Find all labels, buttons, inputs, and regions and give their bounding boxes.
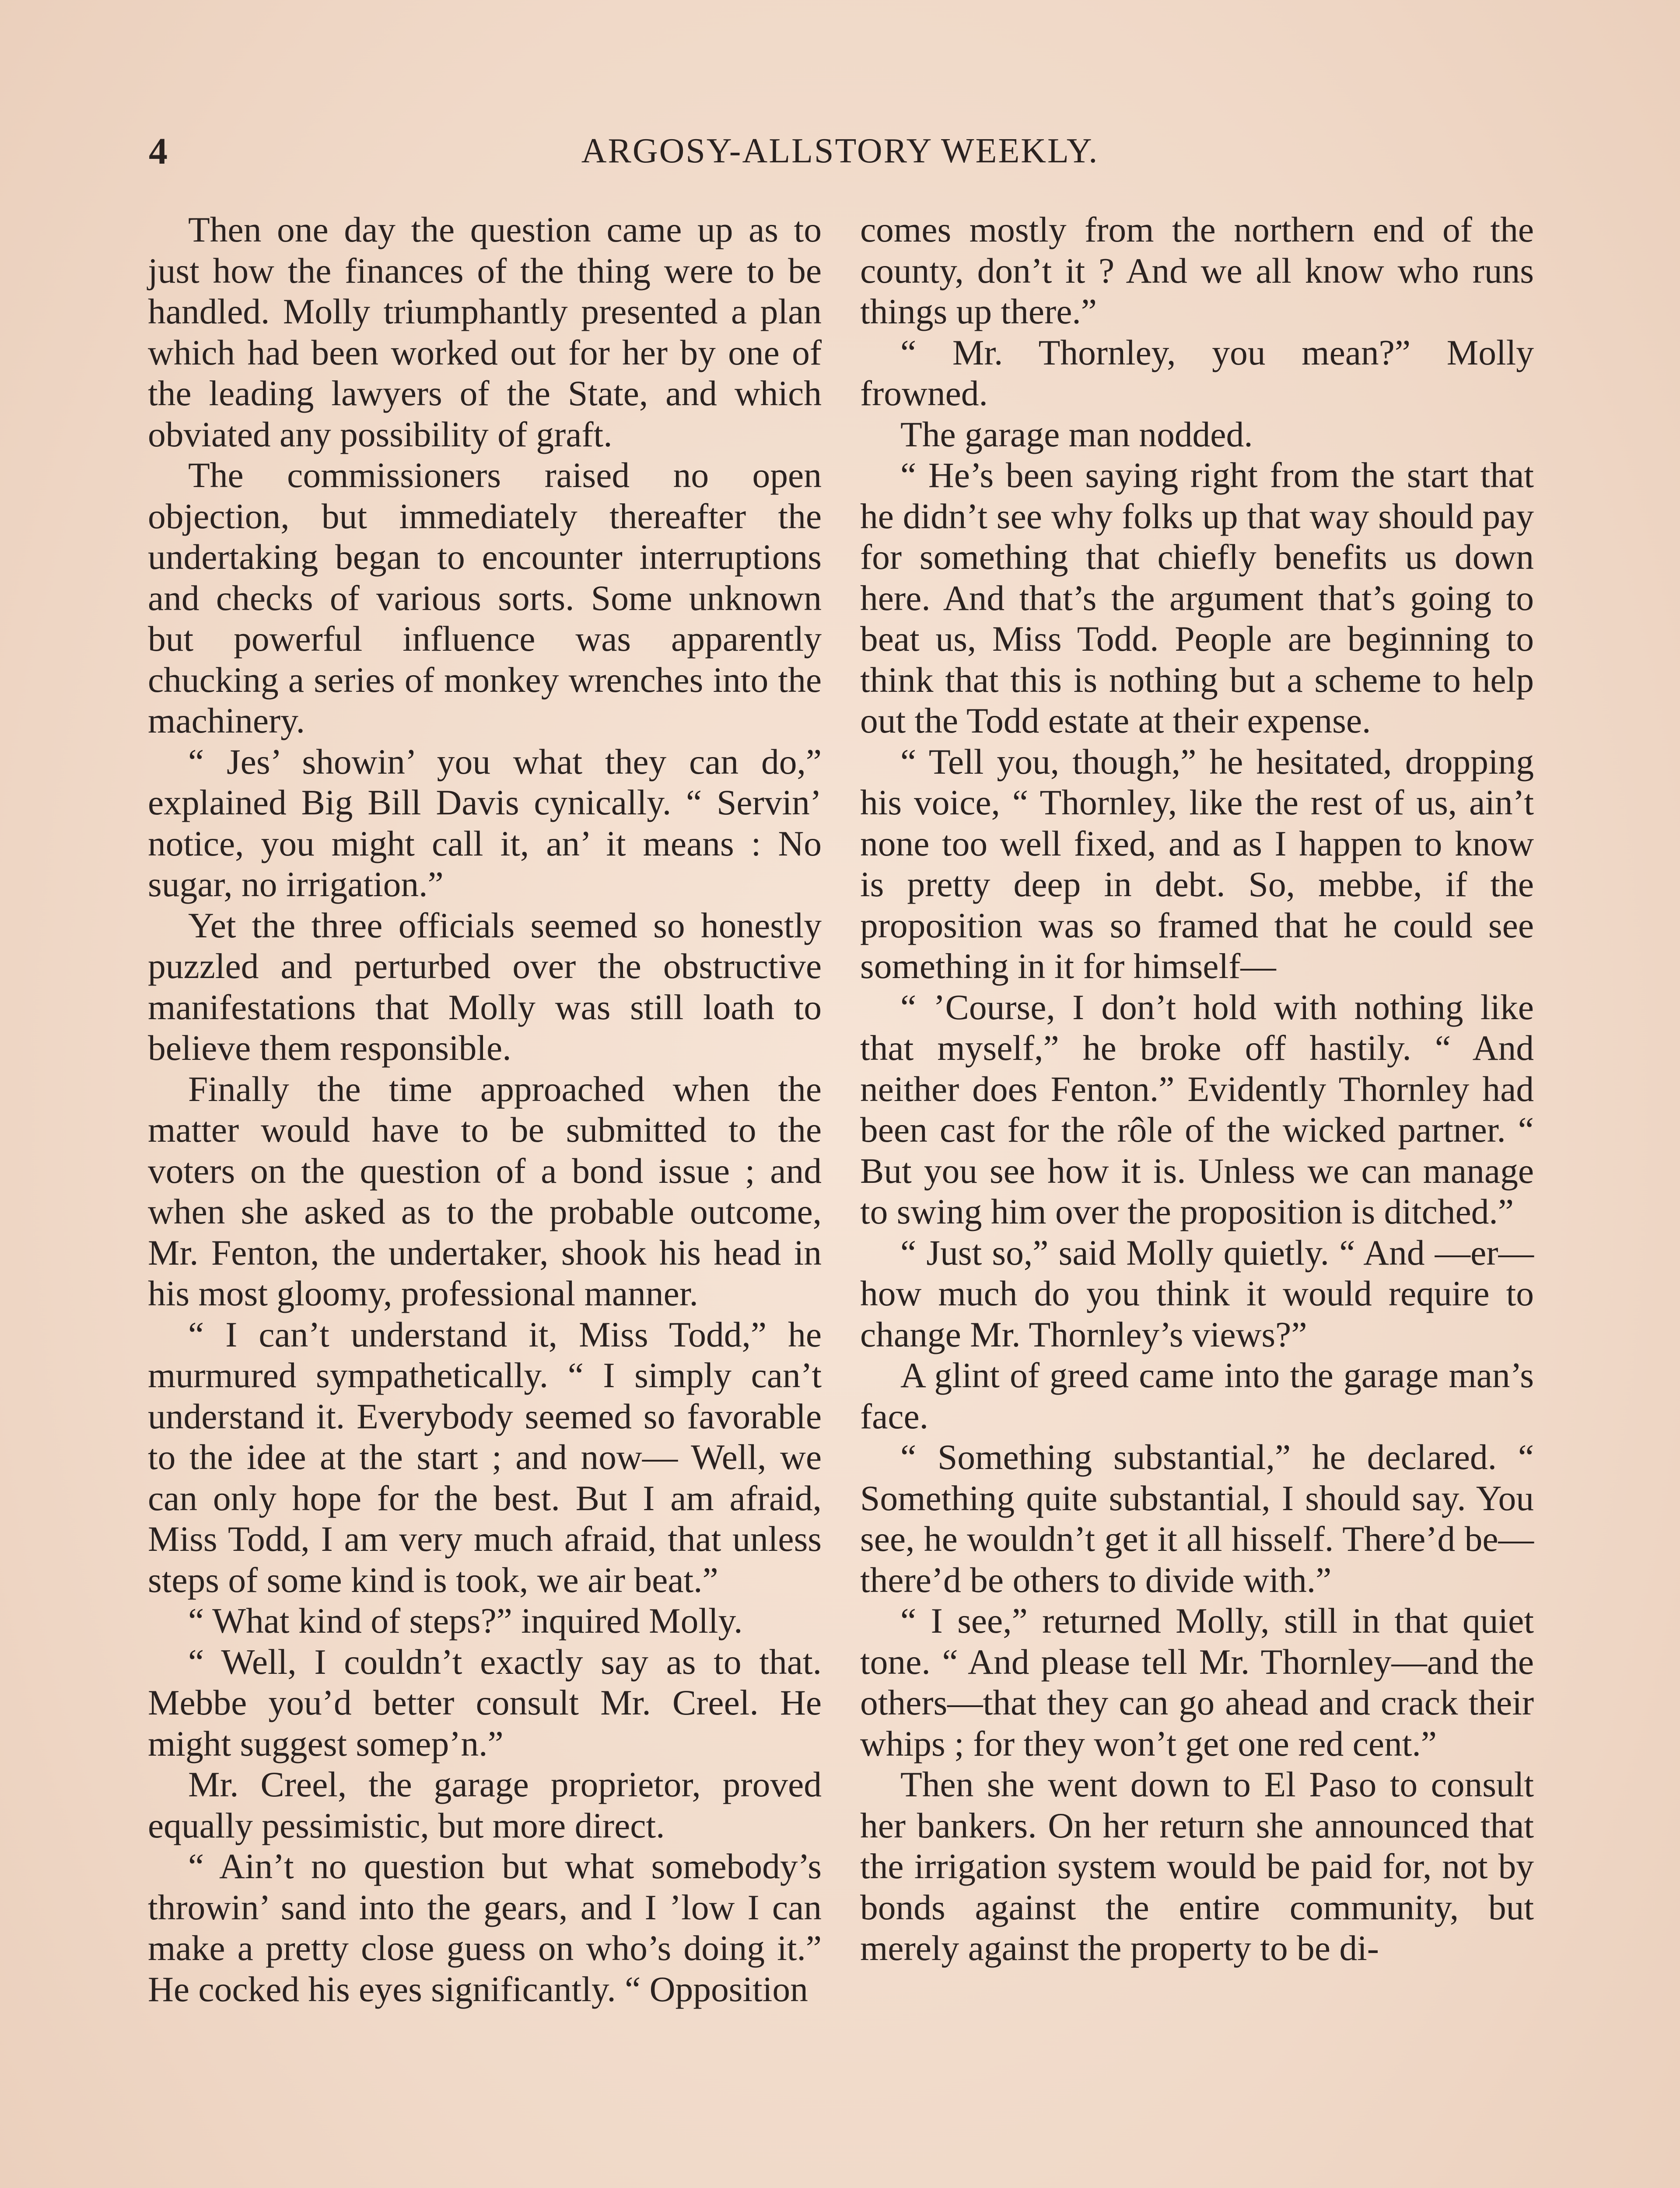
paragraph: Finally the time approached when the matter would have to be submitted to the voters on the question of a bond issue ; and when she asked as to the probable outcome, Mr. Fenton, the undertaker, shook his head in his most gloomy, professional manner.: [148, 1069, 822, 1313]
paragraph: “ Something substantial,” he declared. “ Something quite substantial, I should say. You see, he wouldn’t get it all hisself. There’d be—there’d be others to divide with.”: [860, 1437, 1534, 1600]
paragraph: “ Just so,” said Molly quietly. “ And —er—how much do you think it would require to change Mr. Thornley’s views?”: [860, 1232, 1534, 1354]
page-number: 4: [149, 130, 168, 172]
paragraph: Then she went down to El Paso to consult her bankers. On her return she announced that the irrigation system would be paid for, not by bonds against the entire community, but merely against the property to be di-: [860, 1764, 1534, 1968]
paragraph: “ ’Course, I don’t hold with nothing like that myself,” he broke off hastily. “ And neither does Fenton.” Evidently Thornley had been cast for the rôle of the wicked partner. “ But you see how it is. Unless we can manage to swing him over the proposition is ditched.”: [860, 987, 1534, 1231]
paragraph: Yet the three officials seemed so honestly puzzled and perturbed over the obstructive manifestations that Molly was still loath to believe them responsible.: [148, 905, 822, 1068]
paragraph: Then one day the question came up as to just how the finances of the thing were to be handled. Molly triumphantly presented a plan which had been worked out for her by one of the leading lawyers of the State, and which obviated any possibility of graft.: [148, 210, 822, 454]
paragraph: “ He’s been saying right from the start that he didn’t see why folks up that way should pay for something that chiefly benefits us down here. And that’s the argument that’s going to beat us, Miss Todd. People are beginning to think that this is nothing but a scheme to help out the Todd estate at their expense.: [860, 455, 1534, 740]
paragraph: “ I see,” returned Molly, still in that quiet tone. “ And please tell Mr. Thornley—and the others—that they can go ahead and crack their whips ; for they won’t get one red cent.”: [860, 1601, 1534, 1764]
paragraph: The garage man nodded.: [900, 414, 1253, 454]
paragraph-continuation: comes mostly from the northern end of the county, don’t it ? And we all know who runs things up there.”: [860, 210, 1534, 331]
paragraph: “ What kind of steps?” inquired Molly.: [188, 1601, 743, 1641]
paragraph: “ Mr. Thornley, you mean?” Molly frowned.: [860, 332, 1534, 413]
paragraph: The commissioners raised no open objection, but immediately thereafter the undertaking began to encounter interruptions and checks of various sorts. Some unknown but powerful influence was apparently chucking a series of monkey wrenches into the machinery.: [148, 455, 822, 740]
page-header: [149, 127, 1531, 175]
running-title: ARGOSY-ALLSTORY WEEKLY.: [581, 132, 1099, 170]
left-column: [148, 209, 822, 2009]
paragraph: “ Well, I couldn’t exactly say as to that. Mebbe you’d better consult Mr. Creel. He might suggest somep’n.”: [148, 1641, 822, 1764]
paragraph: “ I can’t understand it, Miss Todd,” he murmured sympathetically. “ I simply can’t understand it. Everybody seemed so favorable to the idee at the start ; and now— Well, we can only hope for the best. But I am afraid, Miss Todd, I am very much afraid, that unless steps of some kind is took, we air beat.”: [148, 1314, 822, 1600]
paragraph: “ Tell you, though,” he hesitated, dropping his voice, “ Thornley, like the rest of us, ain’t none too well fixed, and as I happen to know is pretty deep in debt. So, mebbe, if the proposition was so framed that he could see something in it for himself—: [860, 741, 1534, 986]
right-column: [860, 209, 1534, 1969]
paragraph: A glint of greed came into the garage man’s face.: [860, 1355, 1534, 1436]
paragraph: “ Jes’ showin’ you what they can do,” explained Big Bill Davis cynically. “ Servin’ notice, you might call it, an’ it means : No sugar, no irrigation.”: [148, 741, 822, 904]
paragraph: “ Ain’t no question but what somebody’s throwin’ sand into the gears, and I ’low I can make a pretty close guess on who’s doing it.” He cocked his eyes significantly. “ Opposition: [148, 1846, 822, 2009]
paragraph: Mr. Creel, the garage proprietor, proved equally pessimistic, but more direct.: [148, 1764, 822, 1845]
